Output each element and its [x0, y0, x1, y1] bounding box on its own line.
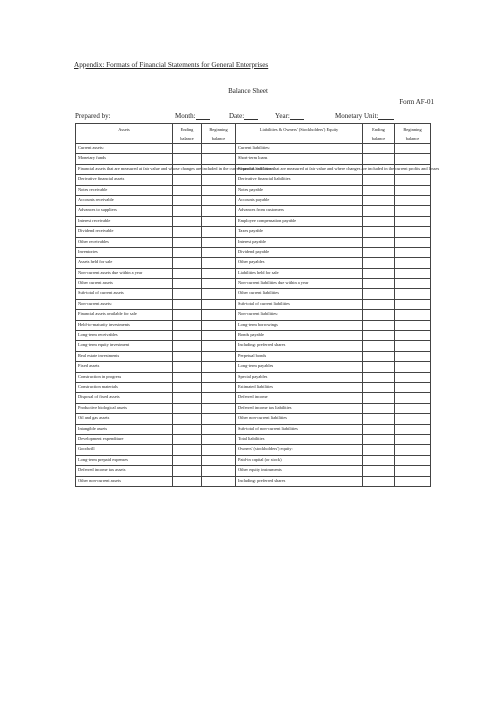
liability-ending-balance-cell: [363, 331, 395, 341]
liability-beginning-balance-cell: [395, 331, 431, 341]
monetary-unit-blank: [378, 112, 394, 120]
asset-item: Long-term receivables: [76, 331, 173, 341]
liability-ending-balance-cell: [363, 310, 395, 320]
asset-beginning-balance-cell: [202, 403, 236, 413]
liability-item: Sub-total of current liabilities: [236, 299, 363, 309]
monetary-unit-text: Monetary Unit:: [335, 112, 379, 120]
asset-beginning-balance-cell: [202, 227, 236, 237]
liability-item: Other equity instruments: [236, 466, 363, 476]
table-row: [76, 144, 431, 154]
asset-ending-balance-cell: [173, 195, 202, 205]
liability-item: Long-term borrowings: [236, 320, 363, 330]
asset-item: Financial assets available for sale: [76, 310, 173, 320]
asset-item: Financial assets that are measured at fair value and whose changes are included in the current profits and losses: [76, 164, 173, 174]
asset-beginning-balance-cell: [202, 466, 236, 476]
asset-ending-balance-cell: [173, 445, 202, 455]
liability-beginning-balance-cell: [395, 455, 431, 465]
liability-beginning-balance-cell: [395, 434, 431, 444]
liability-item: Paid-in capital (or stock): [236, 455, 363, 465]
table-row: [76, 258, 431, 268]
table-row: [76, 206, 431, 216]
asset-beginning-balance-cell: [202, 476, 236, 486]
table-row: [76, 195, 431, 205]
table-row: [76, 393, 431, 403]
liability-beginning-balance-cell: [395, 206, 431, 216]
balance-sheet-table: [75, 123, 440, 487]
assets-header: Assets: [76, 124, 173, 144]
asset-ending-balance-cell: [173, 206, 202, 216]
table-row: [76, 403, 431, 413]
liability-beginning-balance-cell: [395, 195, 431, 205]
asset-beginning-balance-cell: [202, 195, 236, 205]
liability-beginning-balance-cell: [395, 299, 431, 309]
asset-item: Interest receivable: [76, 216, 173, 226]
date-text: Date:: [229, 112, 245, 120]
liability-ending-balance-cell: [363, 403, 395, 413]
liability-item: Taxes payable: [236, 227, 363, 237]
asset-beginning-balance-cell: [202, 258, 236, 268]
asset-beginning-balance-cell: [202, 424, 236, 434]
liability-ending-balance-cell: [363, 227, 395, 237]
table-row: [76, 320, 431, 330]
asset-item: Non-current assets due within a year: [76, 268, 173, 278]
asset-item: Other receivables: [76, 237, 173, 247]
asset-item: Productive biological assets: [76, 403, 173, 413]
liability-ending-balance-cell: [363, 206, 395, 216]
year-text: Year:: [275, 112, 290, 120]
asset-beginning-balance-cell: [202, 289, 236, 299]
asset-ending-balance-cell: [173, 466, 202, 476]
asset-item: Long-term equity investment: [76, 341, 173, 351]
asset-beginning-balance-cell: [202, 341, 236, 351]
asset-beginning-balance-cell: [202, 414, 236, 424]
asset-ending-balance-cell: [173, 403, 202, 413]
form-number: Form AF-01: [399, 98, 434, 106]
asset-beginning-balance-cell: [202, 247, 236, 257]
table-row: [76, 247, 431, 257]
asset-item: Deferred income tax assets: [76, 466, 173, 476]
asset-item: Development expenditure: [76, 434, 173, 444]
liability-ending-balance-cell: [363, 424, 395, 434]
table-row: [76, 424, 431, 434]
year-blank: [290, 112, 304, 120]
asset-beginning-balance-cell: [202, 237, 236, 247]
liability-item: Owners' (stockholders') equity:: [236, 445, 363, 455]
asset-ending-balance-cell: [173, 382, 202, 392]
asset-ending-balance-cell: [173, 299, 202, 309]
asset-beginning-balance-cell: [202, 445, 236, 455]
liability-beginning-balance-cell: [395, 268, 431, 278]
liability-beginning-balance-cell: [395, 185, 431, 195]
asset-ending-balance-cell: [173, 320, 202, 330]
asset-ending-balance-cell: [173, 331, 202, 341]
asset-item: Current assets:: [76, 144, 173, 154]
liability-beginning-balance-cell: [395, 227, 431, 237]
asset-item: Monetary funds: [76, 154, 173, 164]
asset-beginning-balance-cell: [202, 372, 236, 382]
liability-item: Derivative financial liabilities: [236, 175, 363, 185]
header-text: Ending: [180, 127, 194, 132]
liability-item: Deferred income: [236, 393, 363, 403]
asset-item: Intangible assets: [76, 424, 173, 434]
asset-item: Construction materials: [76, 382, 173, 392]
liability-item: Including: preferred shares: [236, 341, 363, 351]
asset-item: Goodwill: [76, 445, 173, 455]
asset-ending-balance-cell: [173, 455, 202, 465]
month-label: [175, 112, 196, 120]
asset-beginning-balance-cell: [202, 299, 236, 309]
liability-beginning-balance-cell: [395, 341, 431, 351]
asset-ending-balance-cell: [173, 310, 202, 320]
asset-ending-balance-cell: [173, 144, 202, 154]
table-row: [76, 351, 431, 361]
header-text: Beginning: [209, 127, 228, 132]
liability-item: Dividend payable: [236, 247, 363, 257]
liability-item: Other non-current liabilities: [236, 414, 363, 424]
liability-beginning-balance-cell: [395, 279, 431, 289]
asset-item: Construction in progress: [76, 372, 173, 382]
liability-ending-balance-cell: [363, 268, 395, 278]
liability-item: Other payables: [236, 258, 363, 268]
date-label: [229, 112, 244, 120]
table-row: [76, 476, 431, 486]
liability-beginning-balance-cell: [395, 154, 431, 164]
liability-item: Advances from customers: [236, 206, 363, 216]
liability-item: Estimated liabilities: [236, 382, 363, 392]
liability-ending-balance-cell: [363, 434, 395, 444]
liability-beginning-balance-cell: [395, 351, 431, 361]
table-row: [76, 175, 431, 185]
asset-item: Disposal of fixed assets: [76, 393, 173, 403]
liab-ending-balance-header: [363, 124, 395, 144]
liability-ending-balance-cell: [363, 195, 395, 205]
table-row: [76, 414, 431, 424]
asset-item: Held-to-maturity investments: [76, 320, 173, 330]
liability-beginning-balance-cell: [395, 320, 431, 330]
asset-ending-balance-cell: [173, 268, 202, 278]
liability-item: Short-term loans: [236, 154, 363, 164]
asset-item: Non-current assets:: [76, 299, 173, 309]
liability-ending-balance-cell: [363, 382, 395, 392]
asset-ending-balance-cell: [173, 341, 202, 351]
liability-beginning-balance-cell: [395, 414, 431, 424]
liability-beginning-balance-cell: [395, 258, 431, 268]
liability-item: Total liabilities: [236, 434, 363, 444]
asset-item: Real estate investments: [76, 351, 173, 361]
liability-beginning-balance-cell: [395, 362, 431, 372]
table-row: [76, 310, 431, 320]
liability-ending-balance-cell: [363, 279, 395, 289]
asset-beginning-balance-cell: [202, 393, 236, 403]
table-row: [76, 341, 431, 351]
asset-ending-balance-cell: [173, 247, 202, 257]
table-row: [76, 289, 431, 299]
asset-beginning-balance-cell: [202, 362, 236, 372]
liability-ending-balance-cell: [363, 320, 395, 330]
liab-beginning-balance-header: [395, 124, 431, 144]
month-text: Month:: [175, 112, 196, 120]
asset-beginning-balance-cell: [202, 455, 236, 465]
liability-ending-balance-cell: [363, 258, 395, 268]
year-label: [275, 112, 290, 120]
liability-beginning-balance-cell: [395, 382, 431, 392]
liability-item: Special payables: [236, 372, 363, 382]
header-text: balance: [405, 136, 420, 141]
asset-item: Advances to suppliers: [76, 206, 173, 216]
liability-ending-balance-cell: [363, 289, 395, 299]
liability-beginning-balance-cell: [395, 445, 431, 455]
asset-ending-balance-cell: [173, 434, 202, 444]
liability-ending-balance-cell: [363, 476, 395, 486]
asset-beginning-balance-cell: [202, 310, 236, 320]
liability-beginning-balance-cell: [395, 393, 431, 403]
liability-item: Sub-total of non-current liabilities: [236, 424, 363, 434]
assets-ending-balance-header: [173, 124, 202, 144]
liability-beginning-balance-cell: [395, 403, 431, 413]
liability-ending-balance-cell: [363, 299, 395, 309]
asset-item: Assets held for sale: [76, 258, 173, 268]
liability-item: Bonds payable: [236, 331, 363, 341]
asset-ending-balance-cell: [173, 227, 202, 237]
asset-beginning-balance-cell: [202, 320, 236, 330]
liability-ending-balance-cell: [363, 237, 395, 247]
asset-beginning-balance-cell: [202, 185, 236, 195]
liability-ending-balance-cell: [363, 144, 395, 154]
asset-item: Dividend receivable: [76, 227, 173, 237]
liability-beginning-balance-cell: [395, 216, 431, 226]
liability-item: Deferred income tax liabilities: [236, 403, 363, 413]
table-row: [76, 237, 431, 247]
table-row: [76, 372, 431, 382]
liability-ending-balance-cell: [363, 414, 395, 424]
liability-beginning-balance-cell: [395, 144, 431, 154]
liability-ending-balance-cell: [363, 455, 395, 465]
table-row: [76, 185, 431, 195]
liability-ending-balance-cell: [363, 154, 395, 164]
table-row: [76, 331, 431, 341]
balance-sheet-title: Balance Sheet: [228, 87, 268, 95]
liability-ending-balance-cell: [363, 185, 395, 195]
liability-beginning-balance-cell: [395, 247, 431, 257]
header-text: balance: [211, 136, 226, 141]
liability-ending-balance-cell: [363, 216, 395, 226]
table-row: [76, 382, 431, 392]
monetary-unit-label: [335, 112, 378, 120]
asset-item: Other current assets: [76, 279, 173, 289]
liability-beginning-balance-cell: [395, 466, 431, 476]
asset-ending-balance-cell: [173, 154, 202, 164]
asset-item: Notes receivable: [76, 185, 173, 195]
asset-ending-balance-cell: [173, 424, 202, 434]
asset-ending-balance-cell: [173, 185, 202, 195]
liability-beginning-balance-cell: [395, 310, 431, 320]
asset-ending-balance-cell: [173, 476, 202, 486]
asset-beginning-balance-cell: [202, 206, 236, 216]
liability-item: Liabilities held for sale: [236, 268, 363, 278]
date-blank: [244, 112, 258, 120]
table-row: [76, 466, 431, 476]
table-row: [76, 455, 431, 465]
table-header-row: [76, 124, 431, 144]
asset-item: Accounts receivable: [76, 195, 173, 205]
asset-ending-balance-cell: [173, 258, 202, 268]
asset-item: Oil and gas assets: [76, 414, 173, 424]
liabilities-equity-header: Liabilities & Owners' (Stockholders') Equity: [236, 124, 363, 144]
asset-ending-balance-cell: [173, 362, 202, 372]
liability-item: Long-term payables: [236, 362, 363, 372]
liability-item: Interest payable: [236, 237, 363, 247]
asset-ending-balance-cell: [173, 216, 202, 226]
table-row: [76, 434, 431, 444]
liability-item: Including: preferred shares: [236, 476, 363, 486]
liability-item: Notes payable: [236, 185, 363, 195]
assets-beginning-balance-header: [202, 124, 236, 144]
month-blank: [196, 112, 210, 120]
liability-beginning-balance-cell: [395, 289, 431, 299]
asset-item: Other non-current assets: [76, 476, 173, 486]
asset-beginning-balance-cell: [202, 434, 236, 444]
liability-beginning-balance-cell: [395, 237, 431, 247]
liability-beginning-balance-cell: [395, 175, 431, 185]
table-row: [76, 445, 431, 455]
liability-item: Financial liabilities that are measured at fair value and where changes are included in the current profits and losses: [236, 164, 363, 174]
liability-item: Current liabilities:: [236, 144, 363, 154]
asset-item: Inventories: [76, 247, 173, 257]
asset-beginning-balance-cell: [202, 279, 236, 289]
prepared-by-label: Prepared by:: [75, 112, 111, 120]
asset-beginning-balance-cell: [202, 331, 236, 341]
liability-ending-balance-cell: [363, 247, 395, 257]
asset-beginning-balance-cell: [202, 216, 236, 226]
header-text: balance: [180, 136, 194, 141]
table-row: [76, 154, 431, 164]
asset-item: Derivative financial assets: [76, 175, 173, 185]
table-row: [76, 268, 431, 278]
table-row: [76, 279, 431, 289]
asset-ending-balance-cell: [173, 414, 202, 424]
asset-ending-balance-cell: [173, 175, 202, 185]
header-text: Beginning: [403, 127, 422, 132]
asset-ending-balance-cell: [173, 289, 202, 299]
liability-item: Non-current liabilities due within a year: [236, 279, 363, 289]
liability-beginning-balance-cell: [395, 476, 431, 486]
table-row: [76, 299, 431, 309]
header-text: Ending: [372, 127, 385, 132]
table-row: [76, 164, 431, 174]
liability-ending-balance-cell: [363, 372, 395, 382]
asset-ending-balance-cell: [173, 279, 202, 289]
asset-item: Long-term prepaid expenses: [76, 455, 173, 465]
appendix-title: Appendix: Formats of Financial Statements for General Enterprises: [74, 61, 269, 69]
asset-beginning-balance-cell: [202, 154, 236, 164]
liability-ending-balance-cell: [363, 362, 395, 372]
asset-beginning-balance-cell: [202, 351, 236, 361]
asset-ending-balance-cell: [173, 372, 202, 382]
liability-ending-balance-cell: [363, 175, 395, 185]
liability-ending-balance-cell: [363, 393, 395, 403]
liability-item: Non-current liabilities:: [236, 310, 363, 320]
asset-item: Fixed assets: [76, 362, 173, 372]
table-row: [76, 216, 431, 226]
asset-ending-balance-cell: [173, 393, 202, 403]
liability-beginning-balance-cell: [395, 372, 431, 382]
asset-beginning-balance-cell: [202, 175, 236, 185]
liability-item: Perpetual bonds: [236, 351, 363, 361]
liability-ending-balance-cell: [363, 445, 395, 455]
liability-item: Other current liabilities: [236, 289, 363, 299]
asset-beginning-balance-cell: [202, 144, 236, 154]
asset-ending-balance-cell: [173, 351, 202, 361]
liability-beginning-balance-cell: [395, 424, 431, 434]
asset-beginning-balance-cell: [202, 268, 236, 278]
liability-item: Employee compensation payable: [236, 216, 363, 226]
liability-ending-balance-cell: [363, 341, 395, 351]
table-row: [76, 362, 431, 372]
liability-ending-balance-cell: [363, 351, 395, 361]
asset-beginning-balance-cell: [202, 382, 236, 392]
liability-item: Accounts payable: [236, 195, 363, 205]
header-text: balance: [371, 136, 386, 141]
liability-ending-balance-cell: [363, 466, 395, 476]
asset-item: Sub-total of current assets: [76, 289, 173, 299]
asset-ending-balance-cell: [173, 237, 202, 247]
table-row: [76, 227, 431, 237]
